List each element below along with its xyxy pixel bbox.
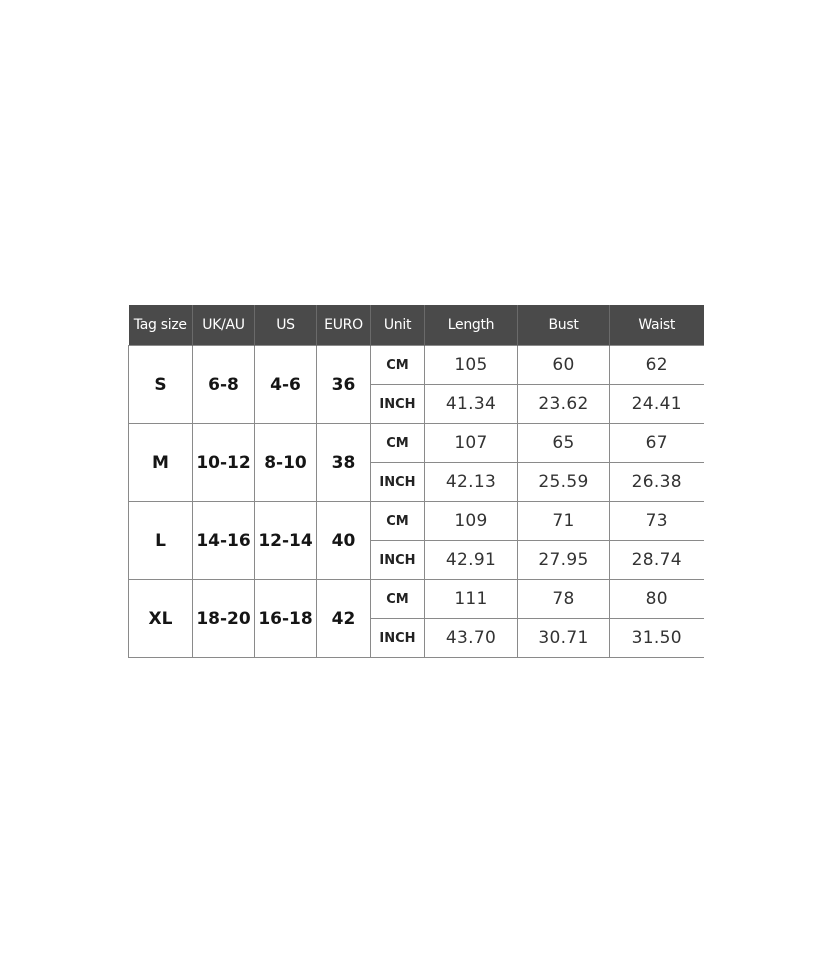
bust-cell: 30.71 [518,619,610,658]
us-cell: 8-10 [255,424,317,502]
length-cell: 105 [425,346,518,385]
length-cell: 42.91 [425,541,518,580]
unit-cell: INCH [371,385,425,424]
header-bust: Bust [518,305,610,346]
unit-cell: CM [371,424,425,463]
table-row [129,580,704,619]
waist-cell: 24.41 [610,385,704,424]
bust-cell: 25.59 [518,463,610,502]
waist-cell: 67 [610,424,704,463]
length-cell: 109 [425,502,518,541]
bust-cell: 23.62 [518,385,610,424]
table-row [129,346,704,385]
us-cell: 4-6 [255,346,317,424]
header-tag-size: Tag size [129,305,193,346]
bust-cell: 78 [518,580,610,619]
us-cell: 16-18 [255,580,317,658]
euro-cell: 42 [317,580,371,658]
euro-cell: 40 [317,502,371,580]
header-waist: Waist [610,305,704,346]
unit-cell: INCH [371,541,425,580]
waist-cell: 28.74 [610,541,704,580]
waist-cell: 62 [610,346,704,385]
length-cell: 41.34 [425,385,518,424]
unit-cell: INCH [371,463,425,502]
uk-au-cell: 6-8 [193,346,255,424]
tag-size-cell: M [129,424,193,502]
bust-cell: 27.95 [518,541,610,580]
header-length: Length [425,305,518,346]
bust-cell: 65 [518,424,610,463]
header-euro: EURO [317,305,371,346]
tag-size-cell: S [129,346,193,424]
unit-cell: CM [371,580,425,619]
us-cell: 12-14 [255,502,317,580]
uk-au-cell: 18-20 [193,580,255,658]
euro-cell: 36 [317,346,371,424]
table-row [129,424,704,463]
header-row [129,305,704,346]
tag-size-cell: XL [129,580,193,658]
table-row [129,502,704,541]
waist-cell: 31.50 [610,619,704,658]
length-cell: 43.70 [425,619,518,658]
bust-cell: 71 [518,502,610,541]
uk-au-cell: 14-16 [193,502,255,580]
waist-cell: 80 [610,580,704,619]
unit-cell: CM [371,346,425,385]
euro-cell: 38 [317,424,371,502]
header-uk-au: UK/AU [193,305,255,346]
size-chart-table [128,305,704,658]
tag-size-cell: L [129,502,193,580]
length-cell: 42.13 [425,463,518,502]
length-cell: 107 [425,424,518,463]
header-unit: Unit [371,305,425,346]
waist-cell: 73 [610,502,704,541]
header-us: US [255,305,317,346]
unit-cell: INCH [371,619,425,658]
uk-au-cell: 10-12 [193,424,255,502]
bust-cell: 60 [518,346,610,385]
waist-cell: 26.38 [610,463,704,502]
unit-cell: CM [371,502,425,541]
length-cell: 111 [425,580,518,619]
